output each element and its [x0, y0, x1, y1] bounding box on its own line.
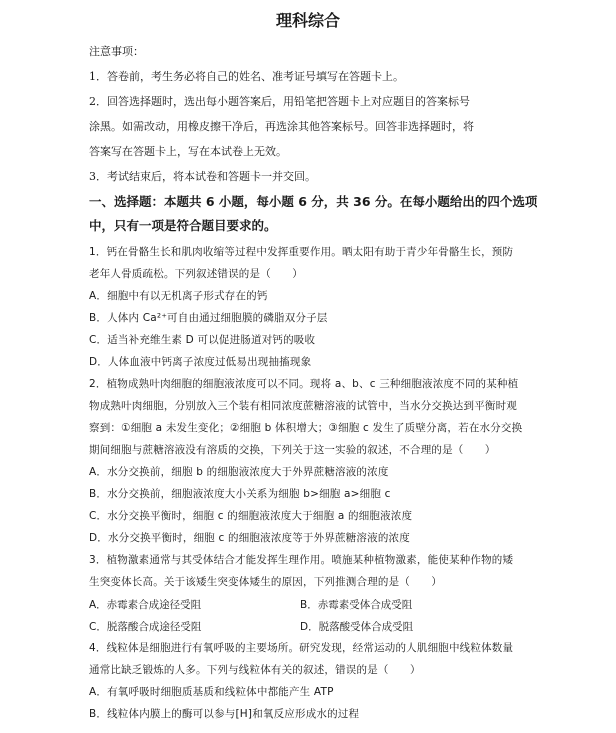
- section-heading-cont: 中，只有一项是符合题目要求的。: [89, 218, 277, 233]
- q1-option-d: D．人体血液中钙离子浓度过低易出现抽搐现象: [89, 356, 312, 368]
- q3-stem: 3．植物激素通常与其受体结合才能发挥生理作用。喷施某种植物激素，能使某种作物的矮: [89, 554, 514, 566]
- q2-option-a: A．水分交换前，细胞 b 的细胞液浓度大于外界蔗糖溶液的浓度: [89, 466, 389, 478]
- q4-option-b: B．线粒体内膜上的酶可以参与[H]和氧反应形成水的过程: [89, 708, 360, 720]
- q3-option-c: C．脱落酸合成途径受阻: [89, 621, 202, 633]
- q3-option-b: B．赤霉素受体合成受阻: [300, 599, 413, 611]
- q1-option-a: A．细胞中有以无机离子形式存在的钙: [89, 290, 268, 302]
- q2-option-b: B．水分交换前，细胞液浓度大小关系为细胞 b>细胞 a>细胞 c: [89, 488, 391, 500]
- q3-option-a: A．赤霉素合成途径受阻: [89, 599, 202, 611]
- q1-option-c: C．适当补充维生素 D 可以促进肠道对钙的吸收: [89, 334, 316, 346]
- q1-option-b: B．人体内 Ca²⁺可自由通过细胞膜的磷脂双分子层: [89, 312, 328, 324]
- section-heading: 一、选择题：本题共 6 小题，每小题 6 分，共 36 分。在每小题给出的四个选项: [89, 194, 538, 209]
- q1-stem: 1．钙在骨骼生长和肌肉收缩等过程中发挥重要作用。晒太阳有助于青少年骨骼生长，预防: [89, 246, 514, 258]
- q4-stem-cont: 通常比缺乏锻炼的人多。下列与线粒体有关的叙述，错误的是（ ）: [89, 664, 421, 676]
- notice-item-2-cont2: 答案写在答题卡上，写在本试卷上无效。: [89, 145, 287, 158]
- notice-item-2-cont: 涂黑。如需改动，用橡皮擦干净后，再选涂其他答案标号。回答非选择题时，将: [89, 120, 474, 133]
- q2-option-d: D．水分交换平衡时，细胞 c 的细胞液浓度等于外界蔗糖溶液的浓度: [89, 532, 410, 544]
- q2-stem: 2．植物成熟叶肉细胞的细胞液浓度可以不同。现将 a、b、c 三种细胞液浓度不同的某种植: [89, 378, 519, 390]
- q4-stem: 4．线粒体是细胞进行有氧呼吸的主要场所。研究发现，经常运动的人肌细胞中线粒体数量: [89, 642, 514, 654]
- q3-option-d: D．脱落酸受体合成受阻: [300, 621, 414, 633]
- notice-heading: 注意事项：: [89, 45, 144, 58]
- notice-item-1: 1．答卷前，考生务必将自己的姓名、准考证号填写在答题卡上。: [89, 70, 404, 83]
- q2-stem-cont2: 察到：①细胞 a 未发生变化；②细胞 b 体积增大；③细胞 c 发生了质壁分离，若在水分交换: [89, 422, 523, 434]
- q2-option-c: C．水分交换平衡时，细胞 c 的细胞液浓度大于细胞 a 的细胞液浓度: [89, 510, 413, 522]
- q3-stem-cont: 生突变体长高。关于该矮生突变体矮生的原因，下列推测合理的是（ ）: [89, 576, 443, 588]
- page-title: 理科综合: [275, 11, 340, 30]
- q2-stem-cont: 物成熟叶肉细胞，分别放入三个装有相同浓度蔗糖溶液的试管中，当水分交换达到平衡时观: [89, 400, 517, 412]
- q4-option-a: A．有氧呼吸时细胞质基质和线粒体中都能产生 ATP: [89, 686, 334, 698]
- q2-stem-cont3: 期间细胞与蔗糖溶液没有溶质的交换，下列关于这一实验的叙述，不合理的是（ ）: [89, 444, 496, 456]
- notice-item-3: 3．考试结束后，将本试卷和答题卡一并交回。: [89, 170, 316, 183]
- q1-stem-cont: 老年人骨质疏松。下列叙述错误的是（ ）: [89, 268, 303, 280]
- notice-item-2: 2．回答选择题时，选出每小题答案后，用铅笔把答题卡上对应题目的答案标号: [89, 95, 470, 108]
